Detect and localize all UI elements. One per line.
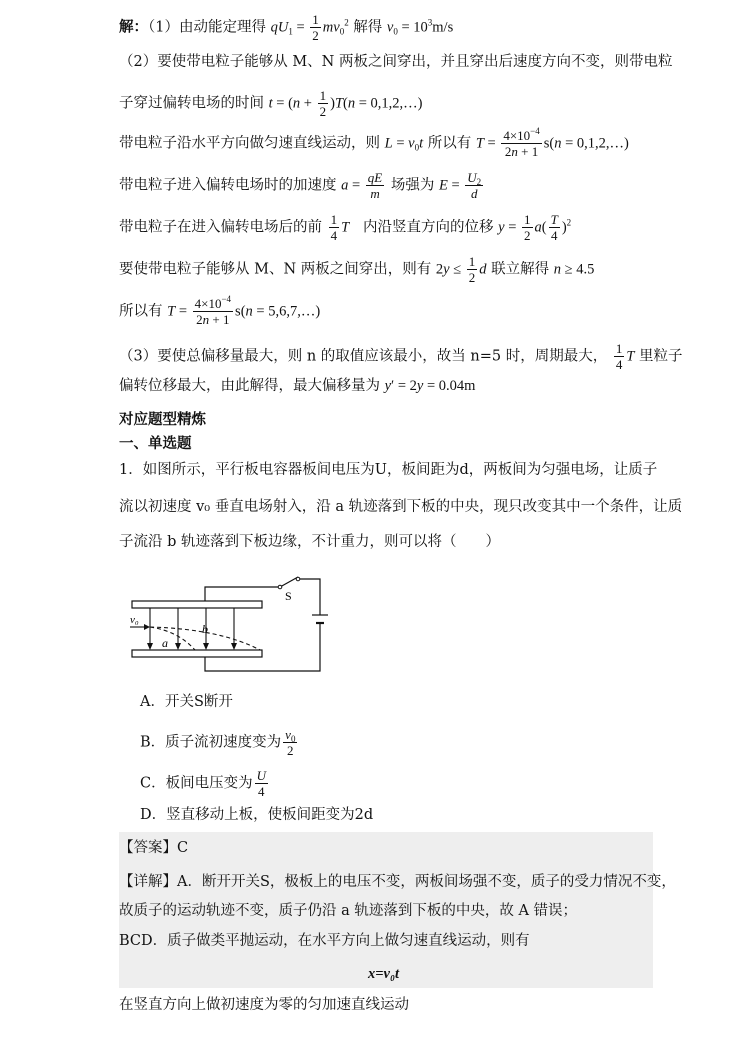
switch-label: S [285, 589, 292, 603]
section-title: 对应题型精炼 [119, 411, 206, 428]
option-b: B．质子流初速度变为 $\frac{v_0}{2}$ [140, 727, 296, 758]
answer-label: 【答案】C [119, 840, 189, 856]
solution-p2-line5: 带电粒子在进入偏转电场后的前 $\frac{1}{4}$ T 内沿竖直方向的位移 y = $\frac{1}{2}$ a( $\frac{T}{4}$ )$^2$ [119, 212, 572, 243]
circuit-wire [205, 587, 280, 601]
question-line-1: 1．如图所示，平行板电容器板间电压为U，板间距为d，两板间为匀强电场，让质子 [119, 462, 658, 478]
answer-formula: x=v₀t [368, 966, 400, 982]
upper-plate [132, 601, 262, 608]
answer-detail-line-4: 在竖直方向上做初速度为零的匀加速直线运动 [119, 997, 409, 1013]
solution-p2-line7: 所以有 T = $\frac{4\times 10^{-4}}{2n + 1}$ s(n = 5,6,7,…) [119, 294, 321, 327]
answer-detail-line-3: BCD．质子做类平抛运动，在水平方向上做匀速直线运动，则有 [119, 933, 530, 949]
answer-detail-line-1: 【详解】A．断开开关S，极板上的电压不变，两板间场强不变，质子的受力情况不变， [119, 874, 676, 890]
question-line-3: 子流沿 b 轨迹落到下板边缘，不计重力，则可以将（ ） [119, 534, 500, 550]
answer-detail-line-2: 故质子的运动轨迹不变，质子仍沿 a 轨迹落到下板的中央，故 A 错误； [119, 903, 578, 919]
section-subtitle: 一、单选题 [119, 435, 192, 452]
option-c: C．板间电压变为 $\frac{U}{4}$ [140, 768, 266, 799]
b-label: b [202, 622, 208, 636]
solution-p2-line3: 带电粒子沿水平方向做匀速直线运动，则 $L = v_0t$ 所以有 T = $\frac{4\times 10^{-4}}{2n + 1}$ s(n = 0,1,2,…) [119, 126, 629, 159]
solution-p2-line4: 带电粒子进入偏转电场时的加速度 a = $\frac{qE}{m}$ 场强为 E = $\frac{U_2}{d}$ [119, 170, 482, 201]
trajectory-a [150, 627, 195, 650]
solution-p2-line2: 子穿过偏转电场的时间 t = (n + $\frac{1}{2}$ )T(n = 0,1,2,…) [119, 88, 423, 119]
solution-p2-line6: 要使带电粒子能够从 M、N 两板之间穿出，则有 2y ≤ $\frac{1}{2}$ d 联立解得 n ≥ 4.5 [119, 254, 595, 285]
solution-p3-line2: 偏转位移最大，由此解得，最大偏移量为 y′ = 2y = 0.04m [119, 378, 476, 394]
a-label: a [162, 636, 168, 650]
lower-plate [132, 650, 262, 657]
solution-line-1: 解：（1）由动能定理得 $qU_1$ = $\frac{1}{2}$ $mv_0^2$ 解得 $v_0 = 10^3m/s$ [119, 12, 454, 43]
v0-label: v₀ [130, 614, 139, 626]
switch-icon [280, 577, 298, 587]
capacitor-figure [120, 565, 340, 680]
solution-label: 解： [119, 18, 148, 36]
solution-p2-line1: （2）要使带电粒子能够从 M、N 两板之间穿出，并且穿出后速度方向不变，则带电粒 [119, 54, 673, 70]
solution-p3-line1: （3）要使总偏移量最大，则 n 的取值应该最小，故当 n=5 时，周期最大， $\frac{1}{4}$ T 里粒子 [119, 341, 683, 372]
option-d: D．竖直移动上板，使板间距变为2d [140, 807, 374, 823]
option-a: A．开关S断开 [140, 694, 233, 710]
question-line-2: 流以初速度 v₀ 垂直电场射入，沿 a 轨迹落到下板的中央，现只改变其中一个条件，让质 [119, 499, 683, 515]
